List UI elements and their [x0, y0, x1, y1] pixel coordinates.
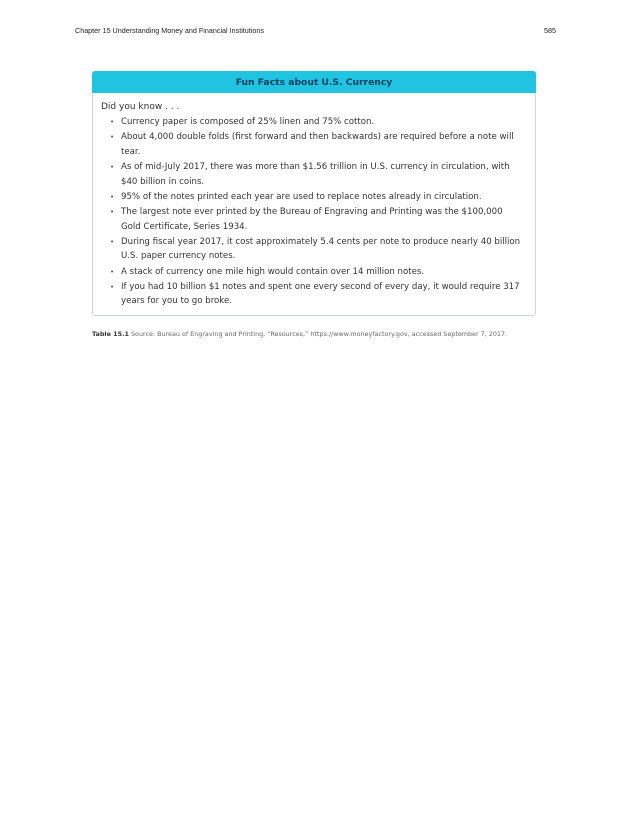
fact-text: Currency paper is composed of 25% linen and 75% cotton. — [121, 117, 375, 127]
caption-source: Source: Bureau of Engraving and Printing, “Resources,” https://www.moneyfactory.gov, accessed September 7, 2017. — [128, 330, 508, 338]
fact-text: About 4,000 double folds (first forward and then backwards) are required before a note will tear. — [121, 132, 514, 157]
fact-text: The largest note ever printed by the Bureau of Engraving and Printing was the $100,000 Gold Certificate, Series 1934. — [121, 206, 503, 232]
list-item — [101, 115, 525, 130]
bullet-icon: • — [110, 162, 115, 171]
list-item — [101, 205, 525, 234]
bullet-icon: • — [110, 133, 115, 142]
table-caption — [92, 330, 536, 338]
bullet-icon: • — [110, 118, 115, 126]
fun-facts-title: Fun Facts about U.S. Currency — [92, 71, 536, 93]
fact-text: A stack of currency one mile high would contain over 14 million notes. — [121, 266, 425, 277]
list-item — [101, 190, 525, 205]
chapter-title: Chapter 15 Understanding Money and Financial Institutions — [75, 26, 264, 35]
table-label: Table 15.1 — [92, 330, 129, 338]
fact-text: 95% of the notes printed each year are used to replace notes already in circulation. — [121, 191, 482, 202]
fun-facts-body — [93, 93, 535, 315]
bullet-icon: • — [110, 207, 115, 216]
bullet-icon: • — [110, 237, 115, 246]
page-number: 585 — [544, 26, 556, 35]
list-item — [101, 235, 525, 264]
fact-text: As of mid-July 2017, there was more than $1.56 trillion in U.S. currency in circulation, with $40 billion in coins. — [121, 161, 510, 187]
fact-text: If you had 10 billion $1 notes and spent one every second of every day, it would require 317 years for you to go broke. — [121, 281, 520, 307]
list-item — [101, 160, 525, 189]
bullet-icon: • — [110, 267, 115, 276]
bullet-icon: • — [110, 282, 115, 291]
running-header — [75, 26, 556, 35]
fun-facts-box — [92, 71, 536, 316]
facts-list — [101, 115, 525, 309]
bullet-icon: • — [110, 192, 115, 201]
list-item — [101, 130, 525, 159]
list-item — [101, 265, 525, 280]
fact-text: During fiscal year 2017, it cost approximately 5.4 cents per note to produce nearly 40 billion U.S. paper currency notes. — [121, 236, 521, 262]
list-item — [101, 280, 525, 309]
intro-text: Did you know . . . — [101, 102, 180, 112]
